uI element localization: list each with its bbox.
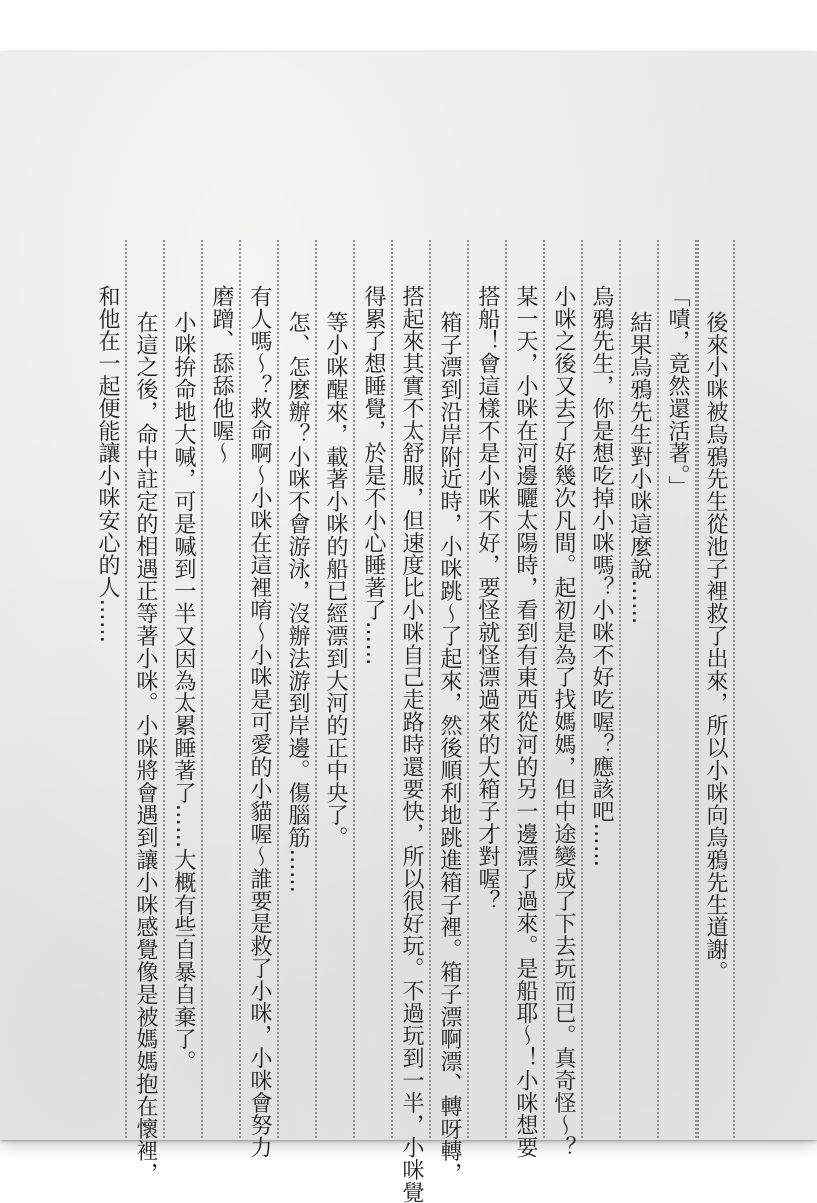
text-column <box>697 240 735 1138</box>
paragraph-line: 後來小咪被烏鴉先生從池子裡救了出來，所以小咪向烏鴉先生道謝。 <box>703 311 728 983</box>
paragraph-line: 磨蹭、舔舔他喔～ <box>209 285 234 465</box>
paragraph-line: 在這之後，命中註定的相遇正等著小咪。小咪將會遇到讓小咪感覺像是被媽媽抱在懷裡， <box>133 311 158 1185</box>
text-column <box>127 240 165 1185</box>
paragraph-line: 某一天，小咪在河邊曬太陽時，看到有東西從河的另一邊漂了過來。是船耶～！小咪想要 <box>513 285 538 1159</box>
text-column <box>241 240 279 1159</box>
text-column <box>469 240 507 1138</box>
paragraph-line: 等小咪醒來，載著小咪的船已經漂到大河的正中央了。 <box>323 311 348 849</box>
book-page <box>0 52 817 1203</box>
paragraph-line: 和他在一起便能讓小咪安心的人…… <box>95 285 120 644</box>
text-column <box>279 240 317 1138</box>
paragraph-line: 有人嗎～？救命啊～小咪在這裡唷～小咪是可愛的小貓喔～誰要是救了小咪，小咪會努力 <box>247 285 272 1159</box>
text-column <box>621 240 659 1138</box>
text-column <box>583 240 621 1138</box>
text-column <box>355 240 393 1138</box>
text-column <box>545 240 583 1159</box>
paragraph-line: 小咪拚命地大喊，可是喊到一半又因為太累睡著了……大概有些自暴自棄了。 <box>171 311 196 1073</box>
paragraph-line: 搭船！會這樣不是小咪不好，要怪就怪漂過來的大箱子才對喔？ <box>475 285 500 913</box>
text-column <box>393 240 431 1203</box>
paragraph-line: 箱子漂到沿岸附近時，小咪跳～了起來，然後順利地跳進箱子裡。箱子漂啊漂、轉呀轉， <box>437 311 462 1185</box>
text-column <box>431 240 469 1185</box>
text-column <box>203 240 241 1138</box>
text-column <box>659 240 697 1138</box>
paragraph-line: 結果烏鴉先生對小咪這麼說…… <box>627 311 652 625</box>
paragraph-line: 搭起來其實不太舒服，但速度比小咪自己走路時還要快，所以很好玩。不過玩到一半，小咪覺 <box>399 285 424 1203</box>
paragraph-line: 怎、怎麼辦？小咪不會游泳，沒辦法游到岸邊。傷腦筋…… <box>285 311 310 894</box>
paragraph-line: 烏鴉先生，你是想吃掉小咪嗎？小咪不好吃喔？應該吧…… <box>589 285 614 868</box>
dialogue-line: 「嘖，竟然還活著。」 <box>665 285 690 498</box>
text-column <box>89 240 127 1138</box>
paragraph-line: 得累了想睡覺，於是不小心睡著了…… <box>361 285 386 666</box>
text-column <box>317 240 355 1138</box>
paragraph-line: 小咪之後又去了好幾次凡間。起初是為了找媽媽，但中途變成了下去玩而已。真奇怪～？ <box>551 285 576 1159</box>
text-column <box>507 240 545 1159</box>
text-column <box>165 240 203 1138</box>
